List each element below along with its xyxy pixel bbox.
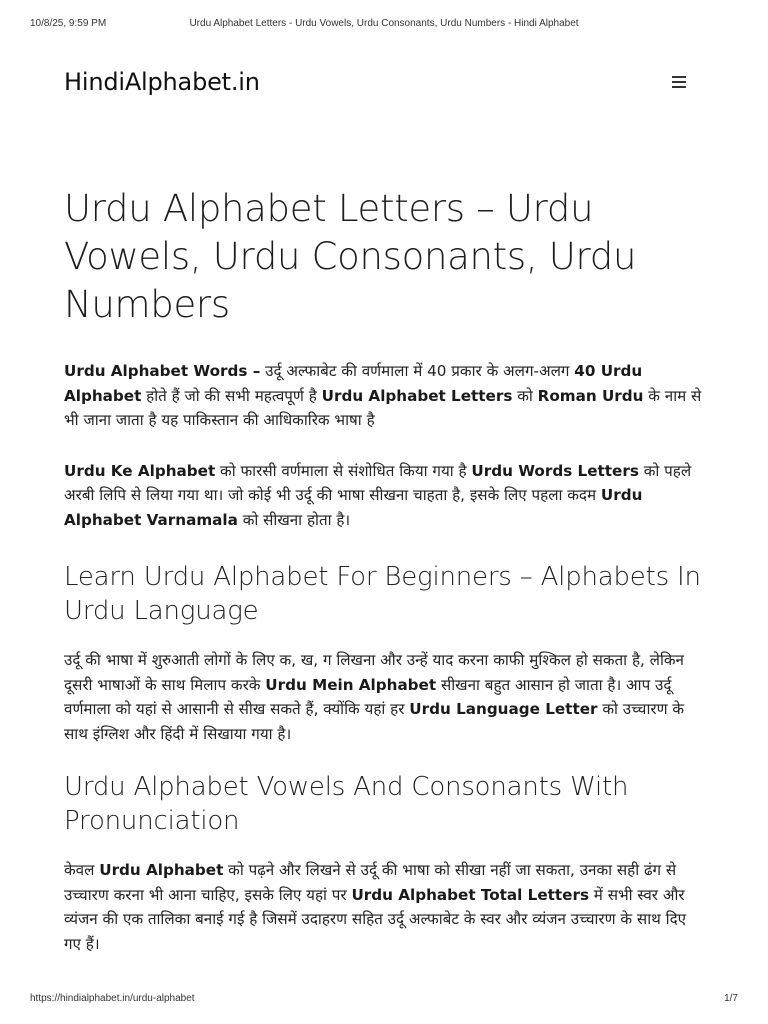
second-paragraph: Urdu Ke Alphabet को फारसी वर्णमाला से संशोधित किया गया है Urdu Words Letters को पहले अरबी लिपि से लिया गया था। जो कोई भी उर्दू की भाषा सीखना चाहता है, इसके लिए पहला कदम Urdu Alphabet Varnamala को सीखना होता है।: [64, 461, 692, 529]
section-heading-vowels-consonants: Urdu Alphabet Vowels And Consonants With Pronunciation: [64, 772, 629, 836]
intro-paragraph: Urdu Alphabet Words – उर्दू अल्फाबेट की वर्णमाला में 40 प्रकार के अलग-अलग 40 Urdu Alphabet होते हैं जो की सभी महत्वपूर्ण है Urdu Alphabet Letters को Roman Urdu के नाम से भी जाना जाता है यह पाकिस्तान की आधिकारिक भाषा है: [64, 362, 702, 429]
bold-text: Urdu Mein Alphabet: [265, 675, 437, 694]
vowels-consonants-paragraph: केवल Urdu Alphabet को पढ़ने और लिखने से उर्दू की भाषा को सीखा नहीं जा सकता, उनका सही ढंग से उच्चारण करना भी आना चाहिए, इसके लिए यहां पर Urdu Alphabet Total Letters में सभी स्वर और व्यंजन की एक तालिका बनाई गई है जिसमें उदाहरण सहित उर्दू अल्फाबेट के स्वर और व्यंजन उच्चारण के साथ दिए गए हैं।: [64, 861, 687, 953]
print-url: https://hindialphabet.in/urdu-alphabet: [30, 993, 195, 1004]
bold-text: Urdu Alphabet: [99, 861, 224, 879]
hamburger-menu-icon[interactable]: [672, 76, 688, 90]
site-title-link[interactable]: HindiAlphabet.in: [64, 68, 260, 96]
print-header: [0, 18, 768, 32]
print-page-title: Urdu Alphabet Letters - Urdu Vowels, Urdu Consonants, Urdu Numbers - Hindi Alphabet: [189, 18, 579, 29]
bold-text: Urdu Words Letters: [471, 461, 639, 480]
bold-text: Urdu Language Letter: [409, 700, 598, 718]
bold-text: Roman Urdu: [537, 386, 644, 405]
bold-text: Urdu Alphabet Letters: [321, 386, 513, 405]
print-footer: [0, 993, 768, 1007]
article-title: Urdu Alphabet Letters – Urdu Vowels, Urdu Consonants, Urdu Numbers: [64, 187, 637, 326]
beginners-paragraph: उर्दू की भाषा में शुरुआती लोगों के लिए क, ख, ग लिखना और उन्हें याद करना काफी मुश्किल हो सकता है, लेकिन दूसरी भाषाओं के साथ मिलाप करके Urdu Mein Alphabet सीखना बहुत आसान हो जाता है। आप उर्दू वर्णमाला को यहां से आसानी से सीख सकते हैं, क्योंकि यहां हर Urdu Language Letter को उच्चारण के साथ इंग्लिश और हिंदी में सिखाया गया है।: [64, 651, 685, 743]
bold-text: 40 Urdu Alphabet: [64, 362, 643, 405]
site-header: [64, 68, 704, 104]
print-page-number: 1/7: [724, 993, 738, 1004]
print-date: 10/8/25, 9:59 PM: [30, 18, 107, 29]
section-heading-beginners: Learn Urdu Alphabet For Beginners – Alphabets In Urdu Language: [64, 562, 701, 626]
bold-text: Urdu Alphabet Total Letters: [351, 885, 589, 904]
bold-text: Urdu Alphabet Varnamala: [64, 486, 643, 529]
bold-text: Urdu Alphabet Words –: [64, 362, 261, 380]
bold-text: Urdu Ke Alphabet: [64, 461, 216, 480]
article-content: [64, 185, 704, 956]
